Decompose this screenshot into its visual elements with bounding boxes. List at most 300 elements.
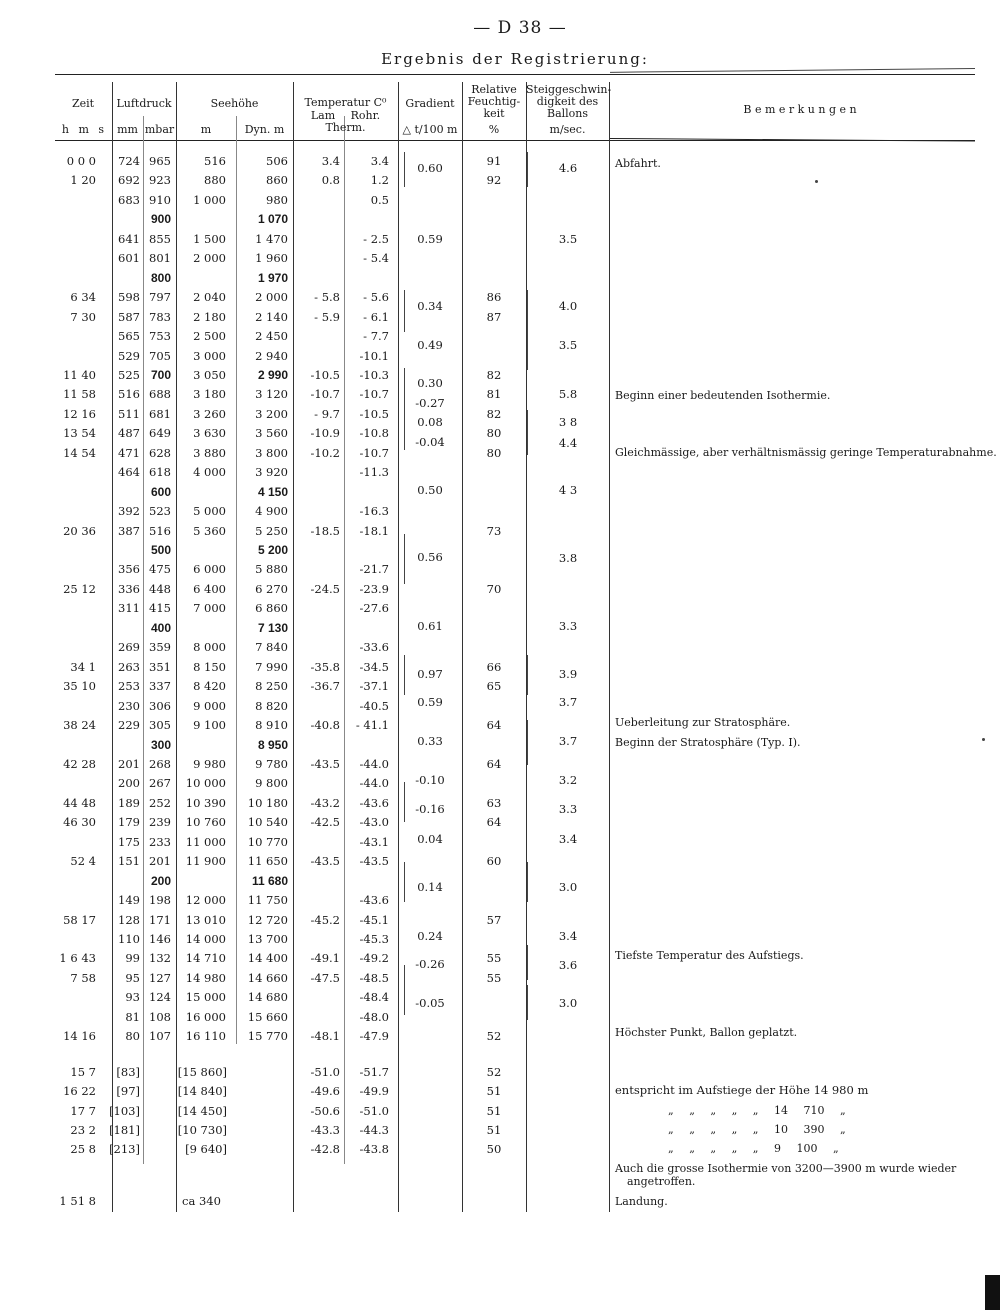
header-mm: mm <box>117 123 138 136</box>
col-sep-temp-end <box>398 82 399 1212</box>
temp-lam-cell: -40.8 <box>310 718 340 732</box>
pressure-mbar-cell: 351 <box>149 660 171 674</box>
height-dyn-cell: 7 990 <box>255 660 288 674</box>
height-dyn-cell: 12 720 <box>247 913 288 927</box>
pressure-mbar-cell: 618 <box>149 465 171 479</box>
col-sep-seehoehe <box>236 116 237 1044</box>
time-cell: 42 28 <box>63 757 96 771</box>
time-cell: 38 24 <box>63 718 96 732</box>
temp-lam-cell: - 5.9 <box>314 310 340 324</box>
descent-humidity-cell: 51 <box>486 1104 502 1118</box>
height-dyn-cell: 8 950 <box>257 738 288 752</box>
height-dyn-cell: 4 900 <box>255 504 288 518</box>
descent-humidity-cell: 51 <box>486 1123 502 1137</box>
pressure-mm-cell: 201 <box>118 757 140 771</box>
gradient-value: -0.05 <box>415 996 445 1010</box>
pressure-mm-cell: 724 <box>118 154 140 168</box>
pressure-mbar-cell: 127 <box>149 971 171 985</box>
humidity-cell: 64 <box>486 718 502 732</box>
header-mbar: mbar <box>144 123 175 136</box>
remark-ditto-2: „ „ „ „ „ 10 390 „ <box>668 1123 846 1136</box>
time-cell: 58 17 <box>63 913 96 927</box>
remark-stratosphaere: Beginn der Stratosphäre (Typ. I). <box>615 736 801 749</box>
temp-rohr-cell: -34.5 <box>359 660 389 674</box>
height-dyn-cell: 2 000 <box>255 290 288 304</box>
pressure-mbar-cell: 306 <box>149 699 171 713</box>
humidity-cell: 81 <box>486 387 502 401</box>
pressure-mbar-cell: 628 <box>149 446 171 460</box>
humidity-cell: 87 <box>486 310 502 324</box>
pressure-mbar-cell: 448 <box>149 582 171 596</box>
time-cell: 1 20 <box>70 173 96 187</box>
descent-time-cell: 23 2 <box>70 1123 96 1137</box>
pressure-mbar-cell: 500 <box>150 543 171 557</box>
height-m-cell: 1 000 <box>193 193 226 207</box>
pressure-mbar-cell: 900 <box>150 212 171 226</box>
pressure-mm-cell: 641 <box>118 232 140 246</box>
temp-rohr-cell: -43.6 <box>359 796 389 810</box>
temp-rohr-cell: -10.7 <box>359 387 389 401</box>
gradient-value: 0.08 <box>417 415 443 429</box>
descent-time-cell: 15 7 <box>70 1065 96 1079</box>
height-m-cell: 8 150 <box>193 660 226 674</box>
humidity-cell: 92 <box>486 173 502 187</box>
speed-brace <box>527 985 528 1020</box>
temp-lam-cell: -10.9 <box>310 426 340 440</box>
temp-lam-cell: -43.5 <box>310 757 340 771</box>
height-m-cell: 3 000 <box>193 349 226 363</box>
height-m-cell: 14 000 <box>185 932 226 946</box>
pressure-mbar-cell: 146 <box>149 932 171 946</box>
temp-rohr-cell: -47.9 <box>359 1029 389 1043</box>
height-m-cell: 6 400 <box>193 582 226 596</box>
temp-rohr-cell: -18.1 <box>359 524 389 538</box>
pressure-mm-cell: 200 <box>118 776 140 790</box>
temp-rohr-cell: - 7.7 <box>363 329 389 343</box>
speed-brace <box>527 862 528 902</box>
pressure-mbar-cell: 107 <box>149 1029 171 1043</box>
descent-temp-rohr-cell: -43.8 <box>359 1142 389 1156</box>
humidity-cell: 91 <box>486 154 502 168</box>
height-m-cell: 13 010 <box>185 913 226 927</box>
gradient-value: 0.59 <box>417 232 443 246</box>
height-m-cell: 9 100 <box>193 718 226 732</box>
speed-value: 3.8 <box>558 551 578 565</box>
descent-temp-lam-cell: -50.6 <box>310 1104 340 1118</box>
humidity-cell: 80 <box>486 446 502 460</box>
pressure-mbar-cell: 359 <box>149 640 171 654</box>
header-therm: Therm. <box>325 121 366 134</box>
landing-height: ca 340 <box>182 1194 221 1208</box>
descent-height-cell: [14 450] <box>177 1104 227 1118</box>
height-m-cell: 2 040 <box>193 290 226 304</box>
height-m-cell: 2 180 <box>193 310 226 324</box>
temp-lam-cell: -49.1 <box>310 951 340 965</box>
height-dyn-cell: 7 840 <box>255 640 288 654</box>
temp-rohr-cell: -10.3 <box>359 368 389 382</box>
height-m-cell: 9 000 <box>193 699 226 713</box>
header-bemerkungen: B e m e r k u n g e n <box>743 103 857 116</box>
pressure-mbar-cell: 800 <box>150 271 171 285</box>
pressure-mbar-cell: 475 <box>149 562 171 576</box>
speed-value: 3.2 <box>558 773 578 787</box>
pressure-mbar-cell: 239 <box>149 815 171 829</box>
height-dyn-cell: 5 880 <box>255 562 288 576</box>
height-m-cell: 16 000 <box>185 1010 226 1024</box>
temp-rohr-cell: -43.6 <box>359 893 389 907</box>
pressure-mbar-cell: 201 <box>149 854 171 868</box>
time-cell: 14 16 <box>63 1029 96 1043</box>
temp-rohr-cell: -45.1 <box>359 913 389 927</box>
height-m-cell: 2 000 <box>193 251 226 265</box>
gradient-brace <box>404 290 405 332</box>
height-m-cell: 5 000 <box>193 504 226 518</box>
humidity-cell: 52 <box>486 1029 502 1043</box>
col-sep-seehoehe-end <box>293 82 294 1212</box>
height-m-cell: 3 260 <box>193 407 226 421</box>
remark-tiefste-temperatur: Tiefste Temperatur des Aufstiegs. <box>615 949 804 962</box>
header-luftdruck: Luftdruck <box>116 97 172 110</box>
gradient-value: 0.61 <box>417 619 443 633</box>
pressure-mm-cell: 93 <box>125 990 140 1004</box>
height-dyn-cell: 2 140 <box>255 310 288 324</box>
temp-rohr-cell: -49.2 <box>359 951 389 965</box>
height-dyn-cell: 11 650 <box>247 854 288 868</box>
remark-isothermie-wieder: Auch die grosse Isothermie von 3200—3900 m wurde wieder <box>615 1162 957 1175</box>
temp-lam-cell: -35.8 <box>310 660 340 674</box>
humidity-cell: 65 <box>486 679 502 693</box>
temp-rohr-cell: -10.7 <box>359 446 389 460</box>
height-m-cell: 3 880 <box>193 446 226 460</box>
temp-rohr-cell: - 2.5 <box>363 232 389 246</box>
temp-rohr-cell: -16.3 <box>359 504 389 518</box>
height-dyn-cell: 860 <box>266 173 288 187</box>
header-lam-rohr: Lam Rohr. <box>310 109 381 122</box>
humidity-cell: 57 <box>486 913 502 927</box>
pressure-mm-cell: 565 <box>118 329 140 343</box>
time-cell: 34 1 <box>70 660 96 674</box>
temp-rohr-cell: -43.5 <box>359 854 389 868</box>
gradient-brace <box>404 655 405 695</box>
height-m-cell: 11 000 <box>185 835 226 849</box>
descent-pressure-cell: [181] <box>109 1123 140 1137</box>
height-m-cell: 10 760 <box>185 815 226 829</box>
humidity-cell: 55 <box>486 971 502 985</box>
speed-brace <box>527 330 528 370</box>
height-m-cell: 7 000 <box>193 601 226 615</box>
temp-lam-cell: -48.1 <box>310 1029 340 1043</box>
pressure-mm-cell: 253 <box>118 679 140 693</box>
height-dyn-cell: 9 800 <box>255 776 288 790</box>
height-dyn-cell: 14 660 <box>247 971 288 985</box>
temp-rohr-cell: - 5.6 <box>363 290 389 304</box>
gradient-value: 0.60 <box>417 161 443 175</box>
humidity-cell: 64 <box>486 757 502 771</box>
speed-value: 3.4 <box>558 929 578 943</box>
speed-value: 3.9 <box>558 667 578 681</box>
gradient-value: 0.34 <box>417 299 443 313</box>
pressure-mbar-cell: 753 <box>149 329 171 343</box>
pressure-mbar-cell: 132 <box>149 951 171 965</box>
speed-brace <box>527 290 528 330</box>
pressure-mbar-cell: 523 <box>149 504 171 518</box>
height-dyn-cell: 1 070 <box>257 212 288 226</box>
temp-rohr-cell: 1.2 <box>370 173 389 187</box>
height-dyn-cell: 7 130 <box>257 621 288 635</box>
height-m-cell: 2 500 <box>193 329 226 343</box>
header-gradient: Gradient <box>405 97 455 110</box>
temp-lam-cell: -43.5 <box>310 854 340 868</box>
descent-temp-rohr-cell: -51.0 <box>359 1104 389 1118</box>
descent-temp-lam-cell: -43.3 <box>310 1123 340 1137</box>
temp-rohr-cell: -21.7 <box>359 562 389 576</box>
remark-ueberleitung: Ueberleitung zur Stratosphäre. <box>615 716 791 729</box>
height-dyn-cell: 980 <box>266 193 288 207</box>
pressure-mm-cell: 525 <box>118 368 140 382</box>
pressure-mm-cell: 336 <box>118 582 140 596</box>
time-cell: 14 54 <box>63 446 96 460</box>
height-dyn-cell: 14 680 <box>247 990 288 1004</box>
temp-lam-cell: -36.7 <box>310 679 340 693</box>
remark-entspricht: entspricht im Aufstiege der Höhe 14 980 m <box>615 1083 869 1097</box>
page-edge-mark <box>985 1275 1000 1310</box>
height-dyn-cell: 1 470 <box>255 232 288 246</box>
gradient-value: 0.04 <box>417 832 443 846</box>
height-m-cell: 6 000 <box>193 562 226 576</box>
humidity-cell: 70 <box>486 582 502 596</box>
height-dyn-cell: 3 920 <box>255 465 288 479</box>
temp-lam-cell: -42.5 <box>310 815 340 829</box>
temp-lam-cell: -47.5 <box>310 971 340 985</box>
time-cell: 11 58 <box>63 387 96 401</box>
descent-humidity-cell: 50 <box>486 1142 502 1156</box>
humidity-cell: 86 <box>486 290 502 304</box>
speck-mark <box>982 738 985 741</box>
temp-rohr-cell: -27.6 <box>359 601 389 615</box>
pressure-mm-cell: 692 <box>118 173 140 187</box>
header-zeit-units: h m s <box>61 123 105 136</box>
temp-lam-cell: - 5.8 <box>314 290 340 304</box>
height-m-cell: 8 420 <box>193 679 226 693</box>
humidity-cell: 60 <box>486 854 502 868</box>
table-top-rule <box>55 74 975 75</box>
time-cell: 7 30 <box>70 310 96 324</box>
pressure-mm-cell: 149 <box>118 893 140 907</box>
height-m-cell: 14 980 <box>185 971 226 985</box>
time-cell: 46 30 <box>63 815 96 829</box>
pressure-mm-cell: 128 <box>118 913 140 927</box>
gradient-value: 0.59 <box>417 695 443 709</box>
speed-value: 3.5 <box>558 232 578 246</box>
descent-pressure-cell: [97] <box>116 1084 140 1098</box>
height-m-cell: 8 000 <box>193 640 226 654</box>
pressure-mbar-cell: 910 <box>149 193 171 207</box>
descent-humidity-cell: 52 <box>486 1065 502 1079</box>
height-m-cell: 9 980 <box>193 757 226 771</box>
temp-rohr-cell: -10.5 <box>359 407 389 421</box>
height-dyn-cell: 506 <box>266 154 288 168</box>
speck-mark <box>815 180 818 183</box>
height-m-cell: 11 900 <box>185 854 226 868</box>
time-cell: 44 48 <box>63 796 96 810</box>
gradient-value: -0.04 <box>415 435 445 449</box>
gradient-brace <box>404 862 405 902</box>
pressure-mm-cell: 487 <box>118 426 140 440</box>
gradient-value: -0.26 <box>415 957 445 971</box>
height-dyn-cell: 8 820 <box>255 699 288 713</box>
pressure-mm-cell: 511 <box>118 407 140 421</box>
gradient-brace <box>404 782 405 822</box>
pressure-mbar-cell: 649 <box>149 426 171 440</box>
time-cell: 1 6 43 <box>59 951 96 965</box>
table-top-rule-right <box>610 68 975 73</box>
height-dyn-cell: 13 700 <box>247 932 288 946</box>
pressure-mbar-cell: 267 <box>149 776 171 790</box>
speed-value: 3.5 <box>558 338 578 352</box>
gradient-value: 0.49 <box>417 338 443 352</box>
pressure-mbar-cell: 700 <box>150 368 171 382</box>
pressure-mbar-cell: 965 <box>149 154 171 168</box>
pressure-mbar-cell: 337 <box>149 679 171 693</box>
height-m-cell: 516 <box>204 154 226 168</box>
time-cell: 13 54 <box>63 426 96 440</box>
temp-rohr-cell: -40.5 <box>359 699 389 713</box>
height-m-cell: 3 630 <box>193 426 226 440</box>
speed-brace <box>527 410 528 455</box>
header-steig-unit: m/sec. <box>549 123 586 136</box>
speed-value: 3.3 <box>558 802 578 816</box>
gradient-value: -0.16 <box>415 802 445 816</box>
descent-time-cell: 17 7 <box>70 1104 96 1118</box>
pressure-mm-cell: 229 <box>118 718 140 732</box>
temp-rohr-cell: -48.0 <box>359 1010 389 1024</box>
time-cell: 12 16 <box>63 407 96 421</box>
pressure-mbar-cell: 305 <box>149 718 171 732</box>
time-cell: 0 0 0 <box>66 154 96 168</box>
pressure-mm-cell: 263 <box>118 660 140 674</box>
pressure-mm-cell: 356 <box>118 562 140 576</box>
remark-temperaturabnahme: Gleichmässige, aber verhältnismässig geringe Temperaturabnahme. <box>615 446 997 459</box>
temp-lam-cell: 0.8 <box>321 173 340 187</box>
speed-brace <box>527 945 528 980</box>
gradient-value: 0.33 <box>417 734 443 748</box>
temp-rohr-cell: - 41.1 <box>355 718 389 732</box>
pressure-mm-cell: 99 <box>125 951 140 965</box>
pressure-mbar-cell: 268 <box>149 757 171 771</box>
height-dyn-cell: 6 860 <box>255 601 288 615</box>
gradient-value: -0.27 <box>415 396 445 410</box>
pressure-mm-cell: 529 <box>118 349 140 363</box>
temp-rohr-cell: -37.1 <box>359 679 389 693</box>
remark-isothermie: Beginn einer bedeutenden Isothermie. <box>615 389 831 402</box>
descent-temp-rohr-cell: -49.9 <box>359 1084 389 1098</box>
header-dyn: Dyn. m <box>244 123 285 136</box>
pressure-mm-cell: 598 <box>118 290 140 304</box>
pressure-mm-cell: 601 <box>118 251 140 265</box>
pressure-mm-cell: 387 <box>118 524 140 538</box>
pressure-mbar-cell: 252 <box>149 796 171 810</box>
remark-abfahrt: Abfahrt. <box>615 157 661 170</box>
height-dyn-cell: 8 250 <box>255 679 288 693</box>
speed-value: 3.0 <box>558 996 578 1010</box>
descent-height-cell: [14 840] <box>177 1084 227 1098</box>
pressure-mm-cell: 189 <box>118 796 140 810</box>
height-dyn-cell: 15 770 <box>247 1029 288 1043</box>
time-cell: 6 34 <box>70 290 96 304</box>
page-title: Ergebnis der Registrierung: <box>381 50 649 68</box>
descent-time-cell: 16 22 <box>63 1084 96 1098</box>
pressure-mbar-cell: 801 <box>149 251 171 265</box>
pressure-mbar-cell: 688 <box>149 387 171 401</box>
gradient-brace <box>404 965 405 1015</box>
height-m-cell: 10 390 <box>185 796 226 810</box>
height-m-cell: 3 180 <box>193 387 226 401</box>
pressure-mbar-cell: 124 <box>149 990 171 1004</box>
time-cell: 20 36 <box>63 524 96 538</box>
pressure-mm-cell: 179 <box>118 815 140 829</box>
descent-height-cell: [9 640] <box>185 1142 227 1156</box>
humidity-cell: 66 <box>486 660 502 674</box>
height-dyn-cell: 4 150 <box>257 485 288 499</box>
height-dyn-cell: 3 800 <box>255 446 288 460</box>
col-sep-feucht <box>526 82 527 1212</box>
temp-rohr-cell: -10.8 <box>359 426 389 440</box>
humidity-cell: 55 <box>486 951 502 965</box>
temp-rohr-cell: -11.3 <box>359 465 389 479</box>
pressure-mm-cell: 110 <box>118 932 140 946</box>
pressure-mbar-cell: 171 <box>149 913 171 927</box>
height-dyn-cell: 11 750 <box>247 893 288 907</box>
speed-value: 3.4 <box>558 832 578 846</box>
height-dyn-cell: 15 660 <box>247 1010 288 1024</box>
temp-rohr-cell: -45.3 <box>359 932 389 946</box>
temp-rohr-cell: -43.1 <box>359 835 389 849</box>
speed-value: 5.8 <box>558 387 578 401</box>
humidity-cell: 63 <box>486 796 502 810</box>
pressure-mm-cell: 683 <box>118 193 140 207</box>
height-dyn-cell: 1 970 <box>257 271 288 285</box>
header-zeit: Zeit <box>71 97 95 110</box>
height-dyn-cell: 8 910 <box>255 718 288 732</box>
page-number: — D 38 — <box>473 18 567 38</box>
height-dyn-cell: 3 560 <box>255 426 288 440</box>
height-m-cell: 5 360 <box>193 524 226 538</box>
humidity-cell: 80 <box>486 426 502 440</box>
height-m-cell: 14 710 <box>185 951 226 965</box>
descent-height-cell: [15 860] <box>177 1065 227 1079</box>
speed-value: 4 3 <box>558 483 578 497</box>
col-sep-luftdruck <box>176 82 177 1212</box>
descent-temp-rohr-cell: -51.7 <box>359 1065 389 1079</box>
pressure-mbar-cell: 681 <box>149 407 171 421</box>
header-temperatur: Temperatur C⁰ <box>304 96 387 109</box>
pressure-mm-cell: 464 <box>118 465 140 479</box>
descent-temp-lam-cell: -49.6 <box>310 1084 340 1098</box>
pressure-mbar-cell: 855 <box>149 232 171 246</box>
speed-value: 3.6 <box>558 958 578 972</box>
gradient-value: 0.97 <box>417 667 443 681</box>
height-dyn-cell: 2 940 <box>255 349 288 363</box>
height-dyn-cell: 5 250 <box>255 524 288 538</box>
col-sep-temp <box>344 116 345 1164</box>
temp-lam-cell: -18.5 <box>310 524 340 538</box>
descent-temp-lam-cell: -42.8 <box>310 1142 340 1156</box>
descent-humidity-cell: 51 <box>486 1084 502 1098</box>
height-dyn-cell: 3 120 <box>255 387 288 401</box>
speed-value: 3.3 <box>558 619 578 633</box>
gradient-value: 0.14 <box>417 880 443 894</box>
pressure-mm-cell: 95 <box>125 971 140 985</box>
